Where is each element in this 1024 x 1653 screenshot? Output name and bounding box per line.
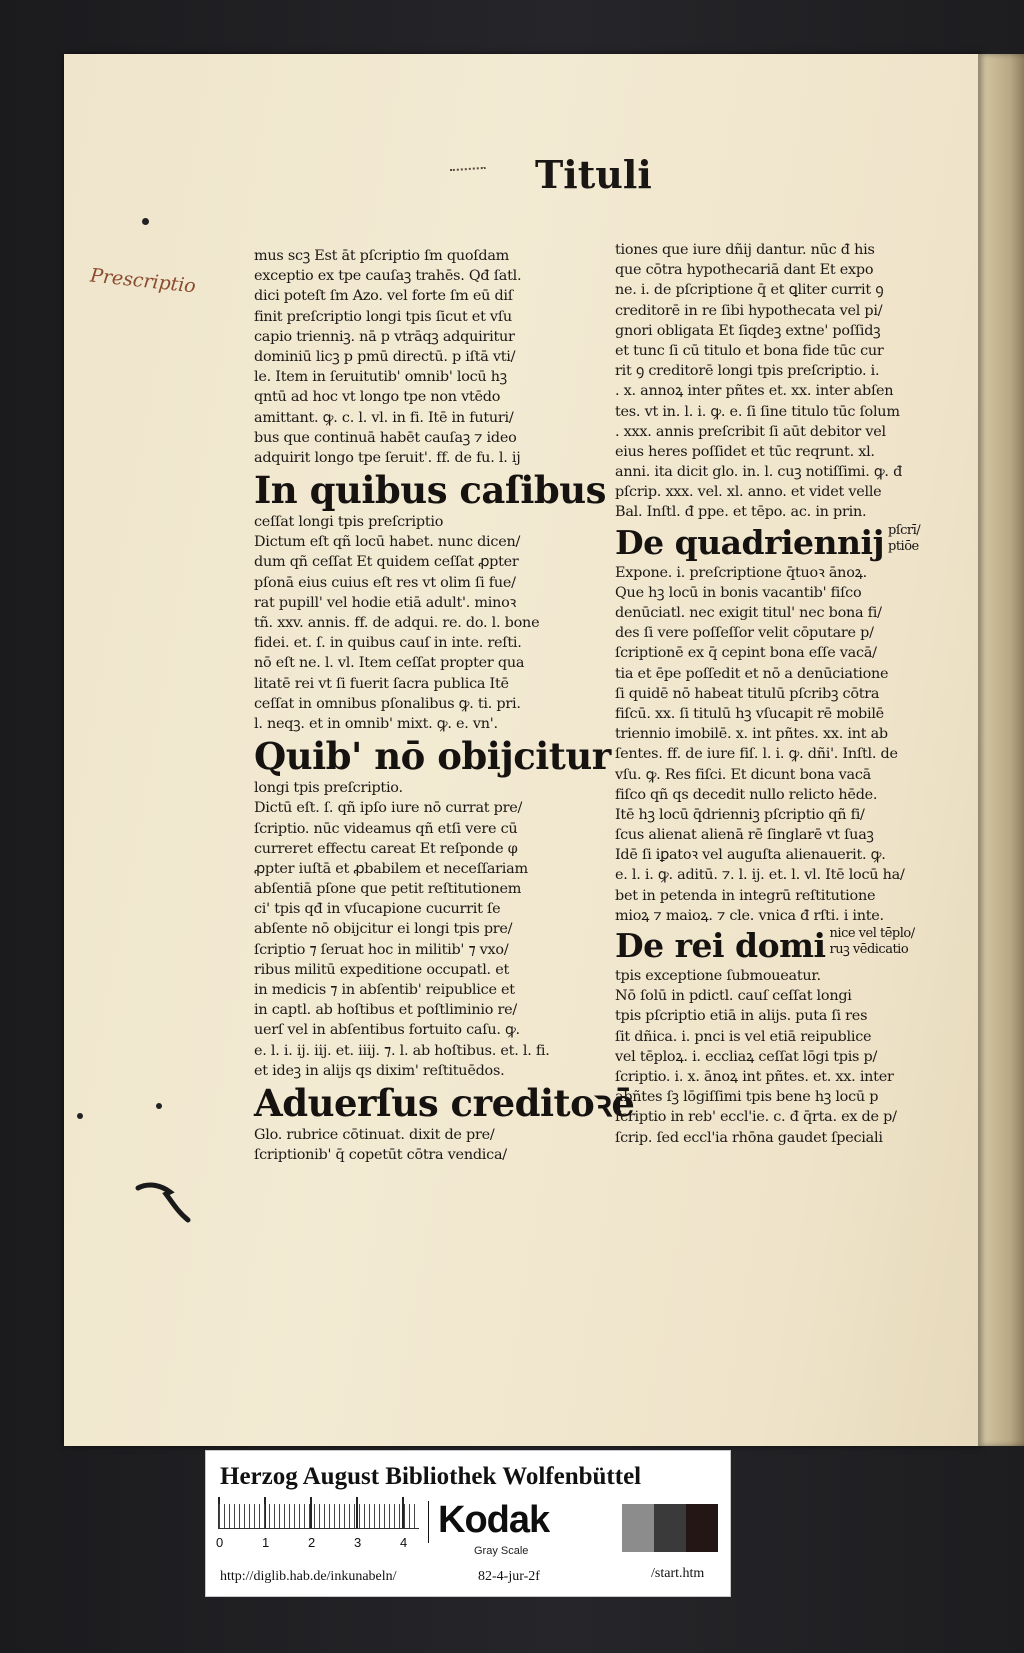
text-line: anni. ita dicit glo. in. l. cuꝫ notiſſimi. ꝙ. đ [615,464,903,481]
text-line: ſcriptio ⁊ ſeruat hoc in militib' ⁊ vxo/ [254,941,509,958]
text-line: adquirit longo tpe ſeruit'. ff. de fu. l. ij [254,449,521,466]
text-line: e. l. i. ij. iij. et. iiij. ⁊. l. ab hoſtibus. et. l. fi. [254,1042,550,1059]
text-line: e. l. i. ꝙ. aditū. ⁊. l. ij. et. l. vl. Itē locū ha/ [615,867,905,884]
text-line: abſentiā pſone que petit reſtitutionem [254,881,522,898]
text-line: rat pupill' vel hodie etiā adult'. minoꝛ [254,594,517,611]
pen-stroke-mark [136,1180,196,1224]
text-line: tiones que iure dñij dantur. nūc đ his [615,242,875,258]
shelfmark: 82-4-jur-2f [478,1569,540,1584]
text-line: pſcrip. xxx. vel. xl. anno. et videt velle [615,484,882,501]
library-url[interactable]: http://diglib.hab.de/inkunabeln/ [220,1569,397,1584]
section-heading: In quibus caſibus [254,468,606,513]
text-line: ne. i. de pſcriptione q̄ et ꝗliter currit ꝯ [615,282,884,299]
ink-dot [156,1103,162,1109]
text-line: Dictum eſt qñ locū habet. nunc dicen/ [254,534,521,551]
text-line: ribus militū expeditione occupatl. et [254,961,510,978]
text-line: capio trienniꝫ. nā p vtrāqꝫ adquiritur [254,328,515,345]
section-heading: Quib' nō obijcitur [254,734,611,779]
library-title: Herzog August Bibliothek Wolfenbüttel [220,1463,642,1490]
text-line: des ſi vere poſſeſſor velit cōputare p/ [615,625,874,642]
text-line: et ideꝫ in alijs qs dixim' reſtituēdos. [254,1062,505,1079]
text-line: ſcriptio. nūc videamus qñ etſi vere cū [254,820,518,837]
margin-annotation: Prescriptio [89,264,197,298]
text-line: longi tpis preſcriptio. [254,780,403,797]
text-line: vſu. ꝙ. Res fiſci. Et dicunt bona vacā [615,766,871,783]
adjacent-page-edge [978,54,1024,1446]
text-line: rit ꝯ creditorē longi tpis preſcriptio. i. [615,363,880,380]
text-line: triennio imobilē. x. int pñtes. xx. int ab [615,726,888,743]
heading-aside [830,926,915,958]
text-line: ſcrip. ſed eccl'ia rhōna gaudet ſpeciali [615,1129,883,1146]
section-heading-text: De rei domi [615,926,826,965]
text-line: ſcriptionib' q̄ copetūt cōtra vendica/ [254,1147,507,1164]
text-line: ꝓpter iuſtā et ꝓbabilem et neceſſariam [254,860,528,877]
text-line: dominiū licꝫ p pmū directū. p iſtā vti/ [254,348,516,365]
text-line: ſcriptio in reb' eccl'ie. c. đ q̄rta. ex de p/ [615,1109,897,1126]
text-column-left [254,246,635,1165]
text-line: tñ. xxv. annis. ff. de adqui. re. do. l. bone [254,615,540,631]
gray-scale-label: Gray Scale [474,1545,529,1557]
text-line: exceptio ex tpe cauſaꝫ trahēs. Qđ ſatl. [254,268,522,285]
ruler-number: 0 [216,1535,224,1550]
kodak-logo: Kodak [438,1499,550,1541]
text-line: l. neqꝫ. et in omnib' mixt. ꝙ. e. vn'. [254,715,498,732]
text-line: fiſcū. xx. ſi titulū hꝫ vſucapit rē mobilē [615,705,884,722]
text-line: qntū ad hoc vt longo tpe non vtēdo [254,389,501,406]
text-line: abñtes ſꝫ lōgiſſimi tpis bene hꝫ locū p [615,1089,879,1106]
text-line: fidei. et. ſ. in quibus cauſ in inte. reſti. [254,635,522,652]
text-line: finit preſcriptio longi tpis ſicut et vſu [254,308,512,325]
text-line: bus que continuā habēt cauſaꝫ ⁊ ideo [254,429,517,446]
text-line: ſentes. ff. de iure fiſ. l. i. ꝙ. dñi'. Inſtl. de [615,746,898,763]
text-line: . x. annoꝝ inter pñtes et. xx. inter abſen [615,383,894,400]
text-line: ſi quidē nō habeat titulū pſcribꝫ cōtra [615,685,880,702]
text-line: dici poteſt ſm Azo. vel forte ſm eū diſ [254,288,513,305]
text-line: mioꝝ ⁊ maioꝝ. ⁊ cle. vnica đ rſti. i inte. [615,907,884,924]
ruler-number: 4 [400,1535,408,1550]
text-line: ſit dñica. i. pnci is vel etiā reipublice [615,1028,872,1045]
text-line: dum qñ ceſſat Et quidem ceſſat ꝓpter [254,554,519,571]
heading-aside [888,523,920,555]
ruler [218,1504,419,1529]
section-heading: Aduerſus creditoꝛē [254,1080,635,1125]
text-line: creditorē in re ſibi hypothecata vel pi/ [615,302,883,319]
text-line: Expone. i. preſcriptione q̄tuoꝛ ānoꝝ. [615,564,868,581]
divider [428,1501,429,1543]
text-line: ci' tpis qđ in vſucapione cucurrit ſe [254,901,501,918]
text-line: ceſſat in omnibus pſonalibus ꝙ. ti. pri. [254,695,521,712]
ink-dot [142,218,149,225]
text-line: le. Item in ſeruitutib' omnib' locū hꝫ [254,369,507,386]
ruler-number: 3 [354,1535,362,1550]
text-line: ſcus alienat alienā rē ſinglarē vt ſuaꝫ [615,827,874,844]
text-line: Idē ſi iꝑatoꝛ vel auguſta alienauerit. ꝙ. [615,847,886,864]
text-line: tes. vt in. l. i. ꝙ. e. ſi ſine titulo tūc ſolum [615,403,900,420]
text-line: Nō ſolū in pdictl. cauſ ceſſat longi [615,988,852,1005]
text-line: Bal. Inſtl. đ ppe. et tēpo. ac. in prin. [615,504,867,521]
gray-swatch [622,1504,654,1552]
section-heading-text: De quadriennij [615,522,885,562]
text-line: nō eſt ne. l. vl. Item ceſſat propter qua [254,655,525,672]
text-line: vel tēploꝝ. i. eccliaꝝ ceſſat lōgi tpis p/ [615,1048,878,1065]
text-line: amittant. ꝙ. c. l. vl. in fi. Itē in futuri/ [254,409,514,426]
text-line: fiſco qñ qs decedit nullo relicto hēde. [615,786,878,803]
text-line: curreret effectu careat Et reſponde φ [254,840,518,857]
text-line: Itē hꝫ locū q̄drienniꝫ pſcriptio qñ fi/ [615,806,865,823]
text-line: ſcriptionē ex q̄ cepint bona eſſe vacā/ [615,645,877,662]
text-line: . xxx. annis preſcribit ſi aūt debitor vel [615,423,886,440]
ruler-number: 2 [308,1535,316,1550]
heading-aside-line: pſcrī/ [888,522,921,538]
text-line: mus scꝫ Est āt pſcriptio ſm quoſdam [254,248,510,264]
text-line: Que hꝫ locū in bonis vacantib' fiſco [615,584,862,601]
heading-aside-line: nice vel tēplo/ [829,926,915,941]
text-line: et tunc ſi cū titulo et bona fide tūc cur [615,342,884,359]
gray-swatch [686,1504,718,1552]
text-line: denūciatl. nec exigit titul' nec bona fi/ [615,605,882,621]
text-line: tia et ēpe poſſedit et nō a denūciatione [615,665,889,682]
text-line: ſcriptio. i. x. ānoꝝ int pñtes. et. xx. inter [615,1068,894,1085]
ink-dot [77,1113,83,1119]
gray-swatch [654,1504,686,1552]
text-line: ceſſat longi tpis preſcriptio [254,514,444,531]
text-line: que cōtra hypothecariā dant Et expo [615,262,874,279]
start-link[interactable]: /start.htm [651,1566,705,1581]
section-heading [615,926,933,966]
text-line: in captl. ab hoſtibus et poſtliminio re/ [254,1002,517,1019]
running-head: Tituli [535,152,652,197]
text-line: litatē rei vt ſi fuerit ſacra publica Itē [254,675,509,692]
heading-aside-line: ptiōe [888,538,919,554]
text-line: in medicis ⁊ in abſentib' reipublice et [254,982,515,998]
text-line: Glo. rubrice cōtinuat. dixit de pre/ [254,1126,495,1143]
calibration-card [205,1450,731,1597]
ruler-number: 1 [262,1535,270,1550]
text-line: tpis exceptione ſubmoueatur. [615,968,821,984]
text-line: tpis pſcriptio etiā in alijs. puta ſi res [615,1008,868,1025]
text-column-right [615,240,933,1148]
section-heading [615,523,933,563]
gray-swatches [622,1504,718,1552]
text-line: Dictū eſt. ſ. qñ ipſo iure nō currat pre/ [254,800,523,817]
heading-aside-line: ruꝫ vēdicatio [829,942,909,957]
text-line: bet in petenda in integrū reſtitutione [615,887,876,904]
text-line: uerſ vel in abſentibus fortuito caſu. ꝙ. [254,1022,520,1039]
text-line: pſonā eius cuius eſt res vt olim ſi fue/ [254,574,516,591]
text-line: eius heres poſſidet et tūc reqrunt. xl. [615,443,875,460]
text-line: abſente nō obijcitur ei longi tpis pre/ [254,921,513,938]
text-line: gnori obligata Et ſiqdeꝫ extne' poſſidꝫ [615,322,881,339]
